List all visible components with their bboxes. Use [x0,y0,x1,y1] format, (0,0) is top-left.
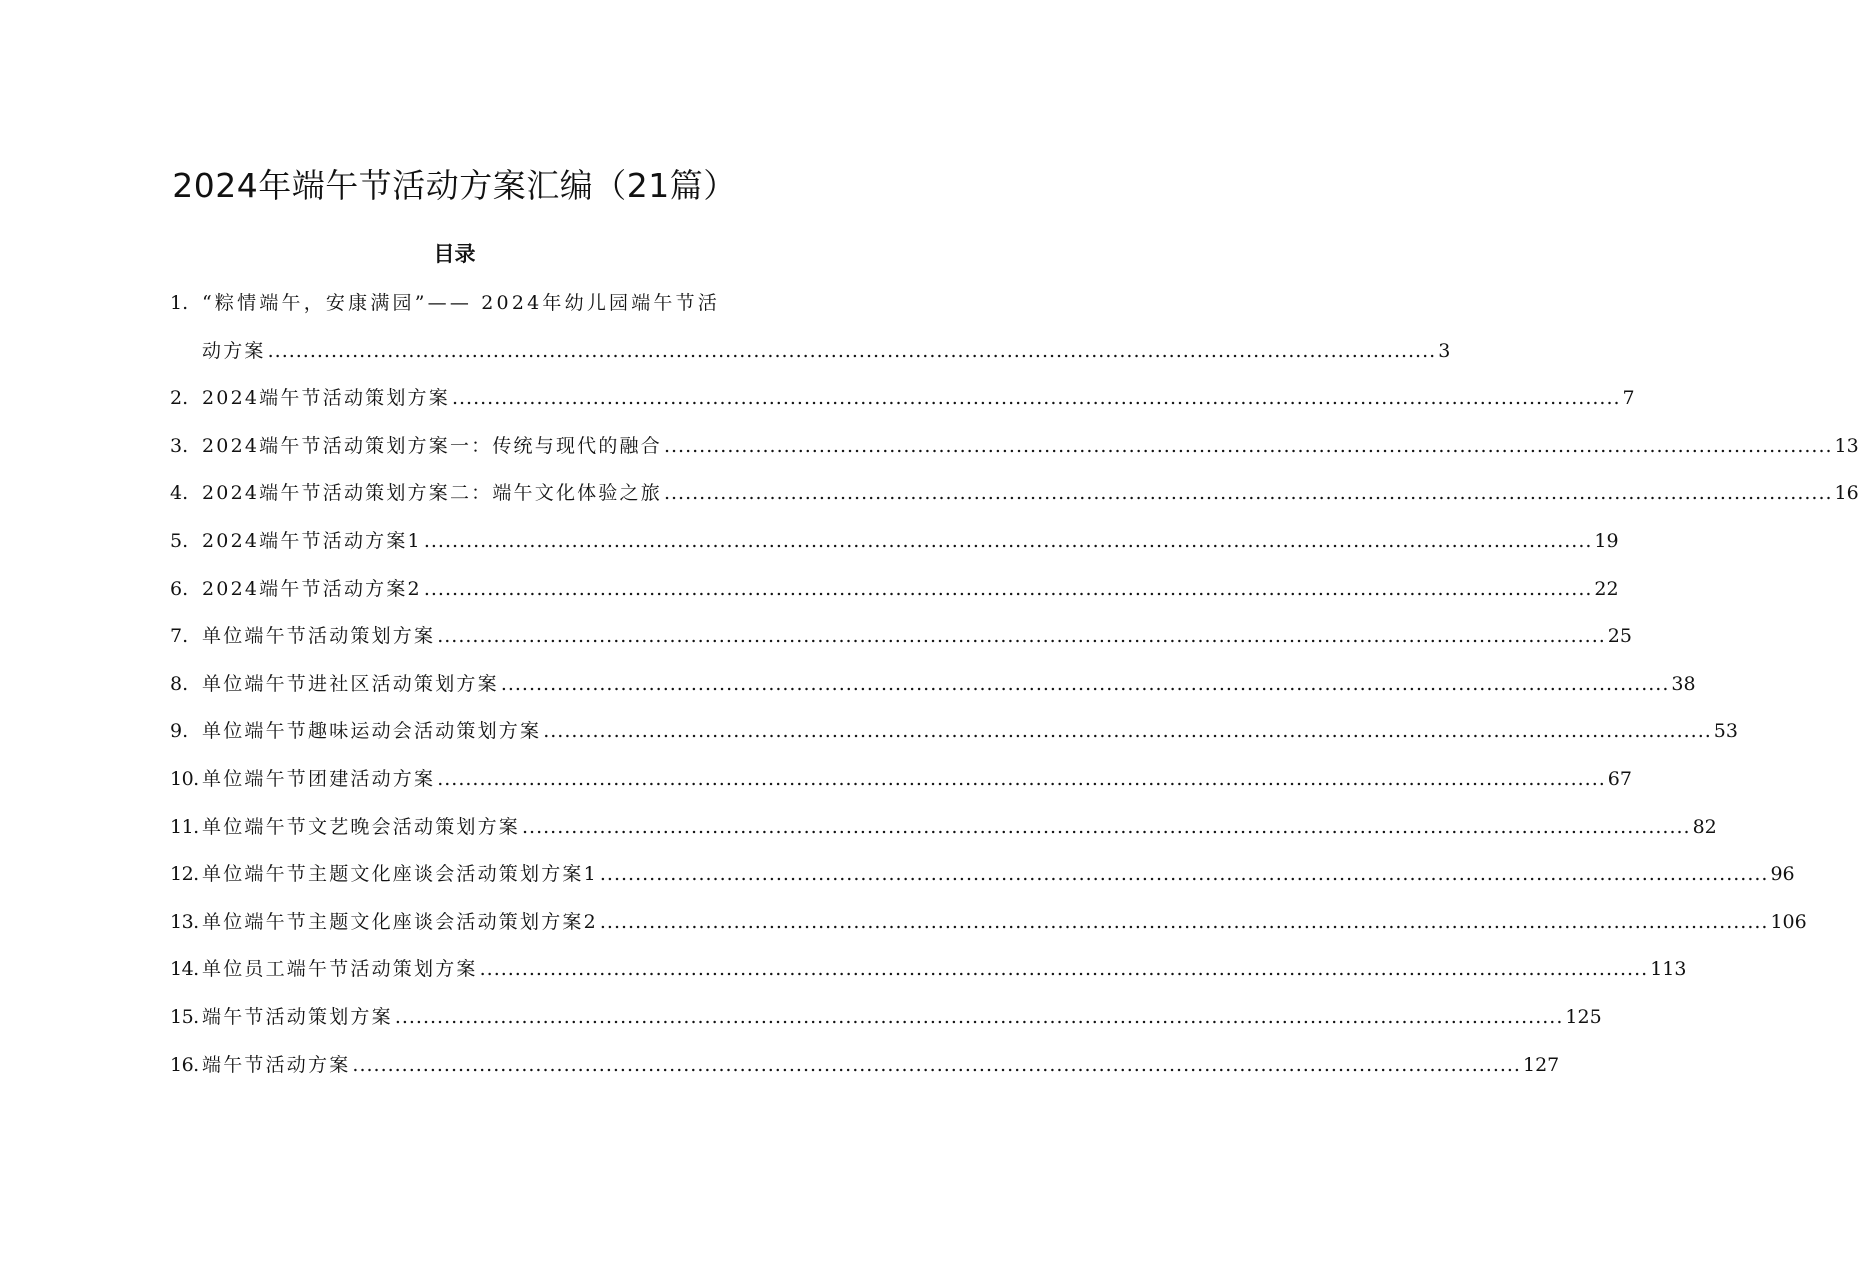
toc-entry[interactable] [170,1042,1560,1090]
toc-entry[interactable] [170,851,1795,899]
toc-entry-title: 单位端午节趣味运动会活动策划方案 [202,720,542,743]
toc-entry-number: 8. [170,672,189,695]
toc-entry-page: 96 [1770,863,1795,886]
toc-leader-dots [424,566,1593,614]
toc-entry-number: 13. [170,910,199,933]
toc-entry[interactable] [170,423,1859,471]
toc-entry-title: 2024端午节活动策划方案一：传统与现代的融合 [202,434,662,457]
toc-entry-number: 15. [170,1005,199,1028]
toc-entry-page: 125 [1565,1005,1602,1028]
toc-entry-title: 2024端午节活动策划方案二：端午文化体验之旅 [202,482,662,505]
table-of-contents [170,280,1859,1089]
toc-entry-title: 端午节活动方案 [202,1053,351,1076]
document-title: 2024年端午节活动方案汇编（21篇） [172,166,737,205]
toc-entry-page: 13 [1834,434,1859,457]
toc-entry-page: 113 [1650,958,1687,981]
toc-entry-page: 127 [1522,1053,1560,1076]
toc-entry[interactable] [170,946,1687,994]
toc-entry-number: 7. [170,625,189,648]
toc-leader-dots [437,613,1606,661]
toc-entry-page: 3 [1438,339,1451,362]
toc-entry-title: “粽情端午，安康满园”—— 2024年幼儿园端午节活 [202,292,721,314]
toc-entry-title: 2024端午节活动方案2 [202,577,422,600]
toc-leader-dots [600,851,1769,899]
toc-entry-number: 9. [170,720,189,743]
toc-entry-page: 38 [1671,672,1696,695]
toc-entry-page: 22 [1594,577,1619,600]
toc-entry-number: 6. [170,577,189,600]
toc-entry[interactable] [170,470,1859,518]
toc-entry-number: 2. [170,387,189,410]
toc-entry-page: 19 [1594,529,1619,552]
toc-entry-page: 53 [1713,720,1738,743]
toc-entry[interactable] [170,994,1602,1042]
toc-entry[interactable] [170,756,1632,804]
toc-leader-dots [424,518,1593,566]
toc-entry[interactable] [170,566,1619,614]
toc-entry-number: 11. [170,815,199,838]
toc-entry[interactable] [170,661,1696,709]
toc-entry-title: 2024端午节活动方案1 [202,529,422,552]
toc-leader-dots [664,470,1833,518]
toc-entry-title: 单位端午节团建活动方案 [202,767,436,790]
toc-entry[interactable] [170,375,1635,423]
toc-entry[interactable] [170,613,1632,661]
toc-leader-dots [452,375,1621,423]
toc-leader-dots [480,946,1649,994]
toc-entry-title: 单位端午节文艺晚会活动策划方案 [202,815,521,838]
toc-entry-title: 单位员工端午节活动策划方案 [202,958,478,981]
toc-entry[interactable] [170,280,1451,375]
toc-leader-dots [600,899,1769,947]
toc-entry-title: 单位端午节活动策划方案 [202,625,436,648]
toc-heading: 目录 [433,241,476,266]
toc-entry-title: 单位端午节主题文化座谈会活动策划方案1 [202,863,598,886]
toc-entry-page: 25 [1607,625,1632,648]
toc-entry-page: 16 [1834,482,1859,505]
toc-leader-dots [395,994,1564,1042]
toc-entry-number: 12. [170,863,199,886]
toc-leader-dots [437,756,1606,804]
toc-entry-number: 4. [170,482,189,505]
toc-entry-number: 1. [170,292,189,314]
toc-leader-dots [522,804,1691,852]
toc-entry-title: 单位端午节进社区活动策划方案 [202,672,499,695]
toc-entry-number: 10. [170,767,199,790]
toc-entry-number: 16. [170,1053,199,1076]
toc-entry-page: 7 [1622,387,1635,410]
toc-entry-title: 2024端午节活动策划方案 [202,387,450,410]
toc-entry[interactable] [170,708,1738,756]
toc-entry-title-continued: 动方案 [202,339,266,362]
toc-entry-number: 14. [170,958,199,981]
toc-entry-title: 端午节活动策划方案 [202,1005,393,1028]
toc-leader-dots [664,423,1833,471]
toc-entry-page: 67 [1607,767,1632,790]
toc-entry-page: 82 [1692,815,1717,838]
toc-entry-page: 106 [1770,910,1807,933]
toc-leader-dots [543,708,1712,756]
toc-entry[interactable] [170,518,1619,566]
toc-leader-dots [352,1042,1521,1090]
toc-leader-dots [268,328,1437,376]
toc-entry[interactable] [170,899,1807,947]
toc-entry[interactable] [170,804,1717,852]
toc-entry-title: 单位端午节主题文化座谈会活动策划方案2 [202,910,598,933]
toc-entry-number: 5. [170,529,189,552]
toc-leader-dots [501,661,1670,709]
toc-entry-number: 3. [170,434,189,457]
